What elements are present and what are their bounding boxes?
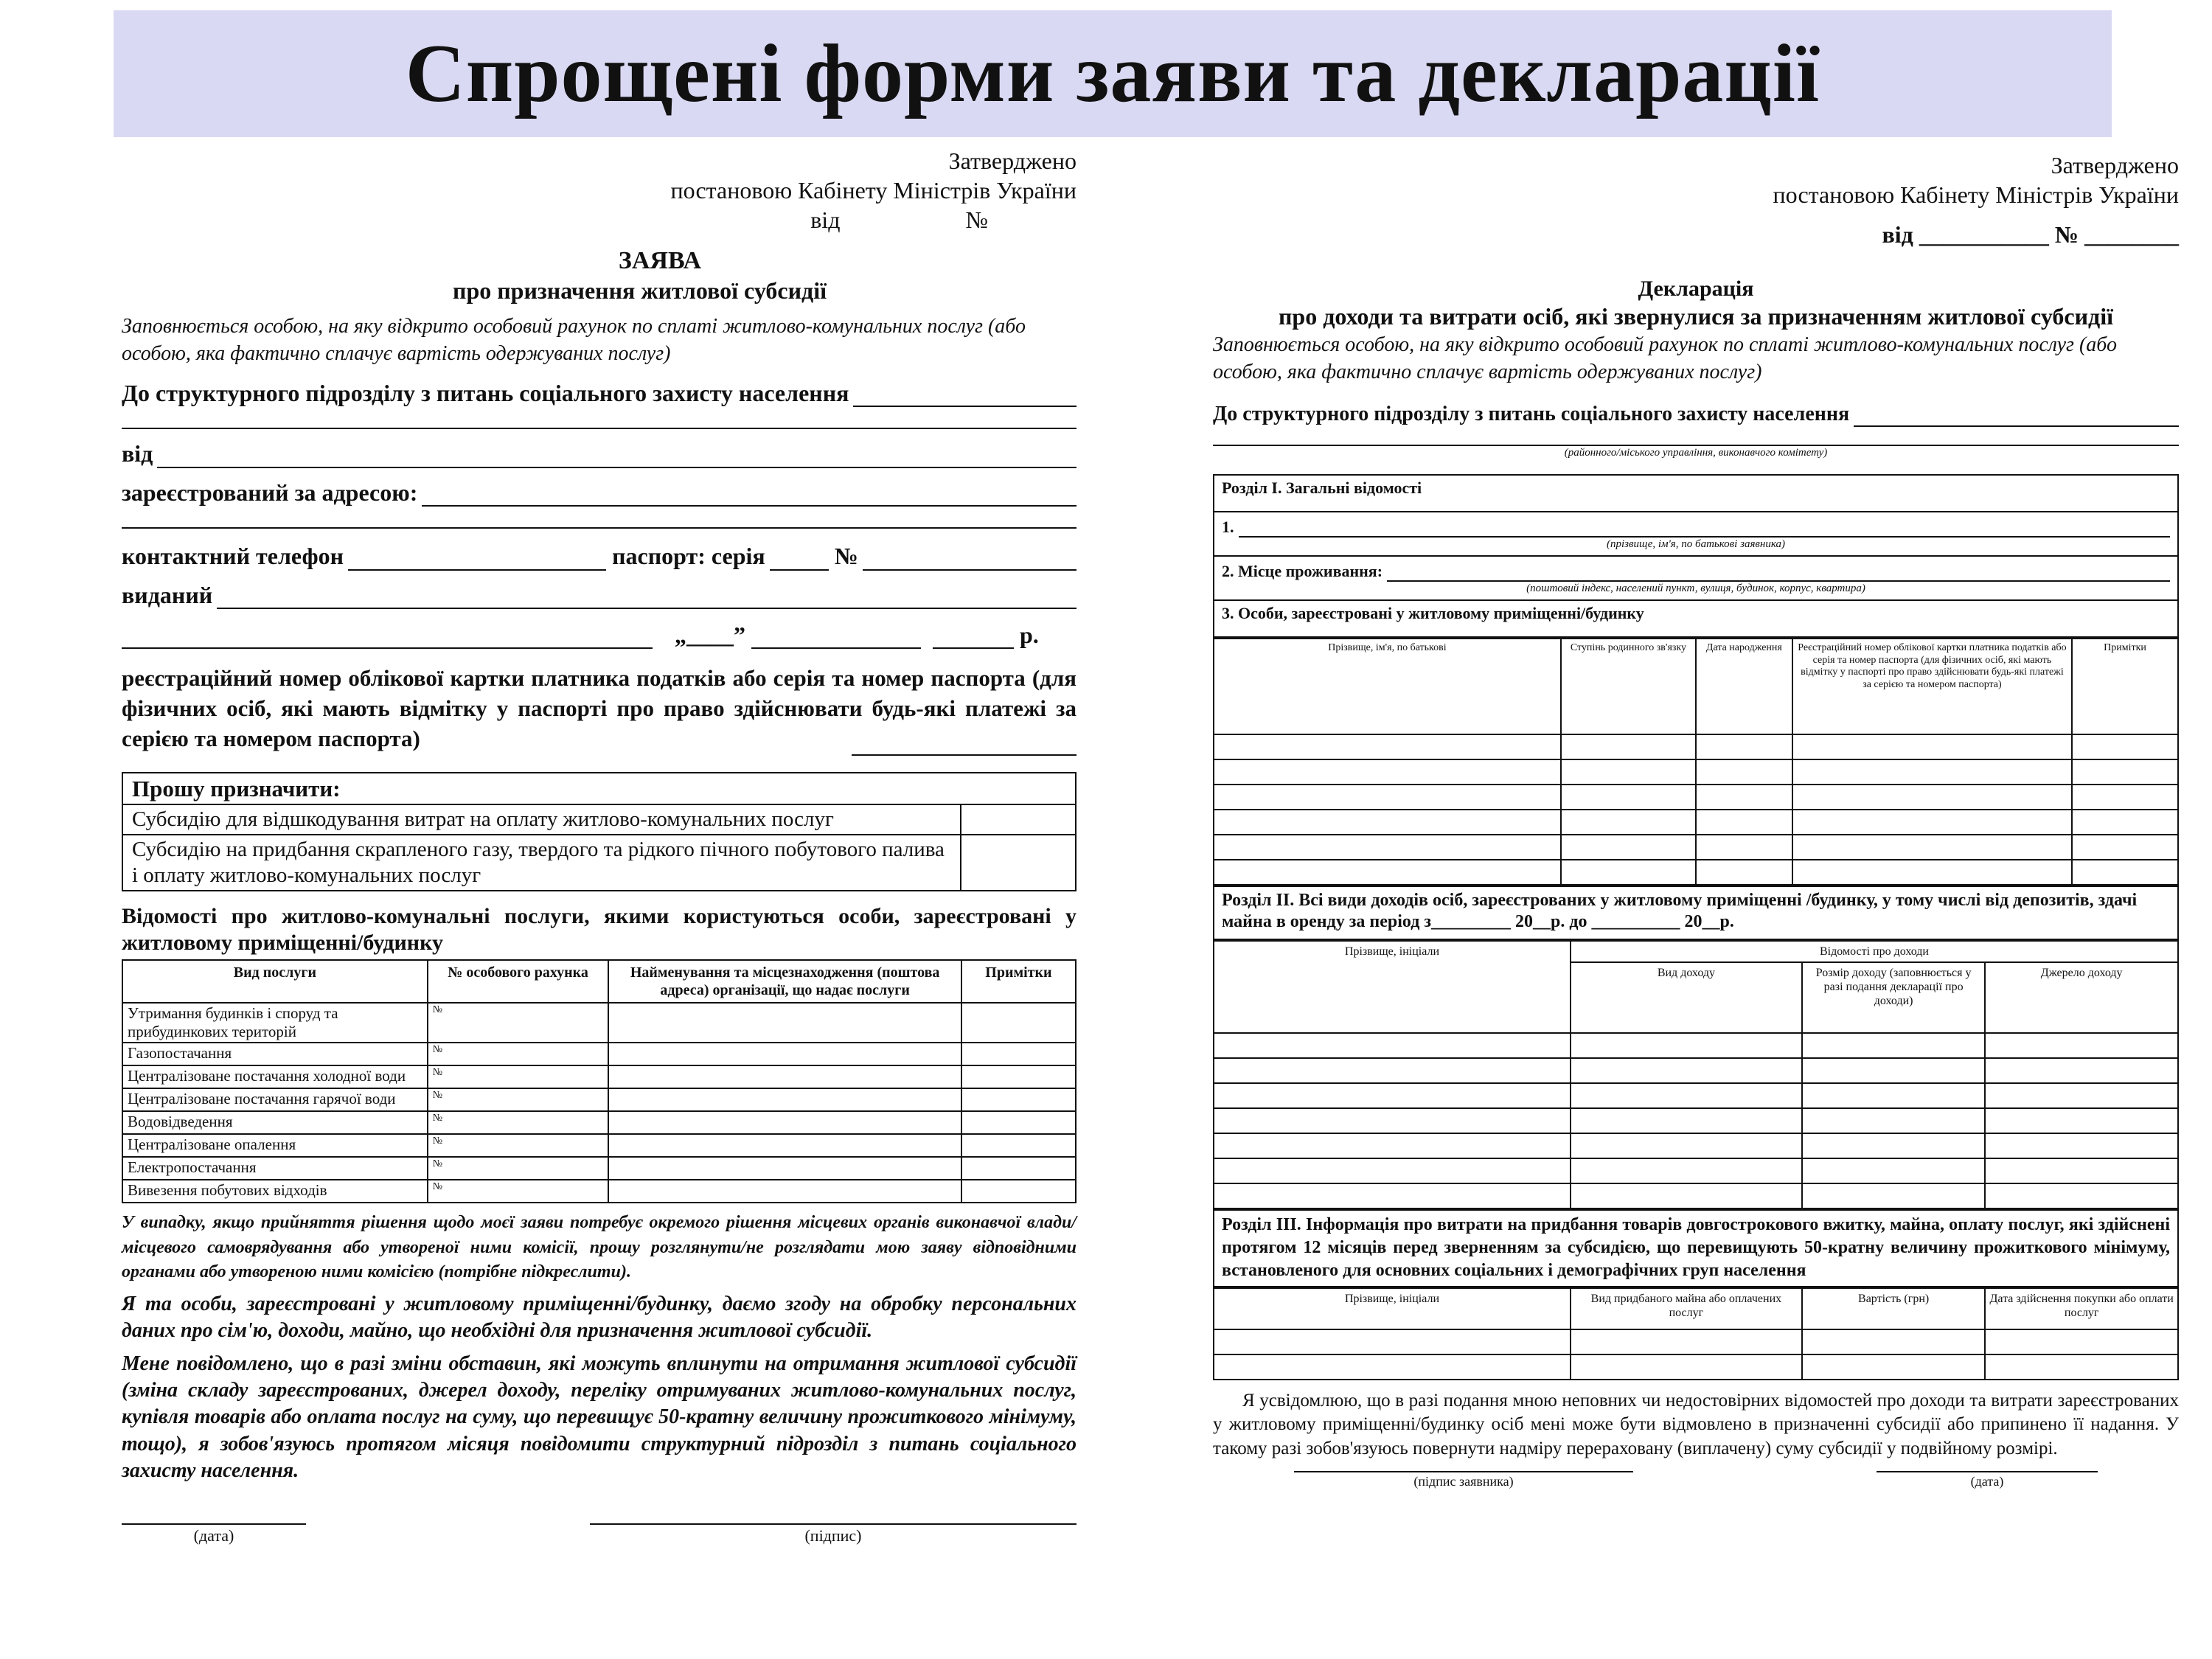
persons-col-header: Ступінь родинного зв'язку [1561,639,1696,734]
decision-paragraph: У випадку, якщо прийняття рішення щодо моєї заяви потребує окремого рішення місцевих органів виконавчої влади/місцевого самоврядування або утвореної ними комісії, прошу розглянути/не розглядати мою заяву відповідними органами або утвореною ними комісією (потрібне підкреслити). [122,1212,1077,1282]
from-label: від [122,440,153,467]
item-2-field[interactable] [1387,560,2170,582]
services-col-header: № особового рахунка [428,960,609,1003]
issued-by-field[interactable] [122,627,653,649]
expense-col-header: Прізвище, ініціали [1214,1288,1571,1329]
services-heading: Відомості про житлово-комунальні послуги, якими користуються особи, зареєстровані у житловому приміщенні/будинку [122,903,1077,955]
account-field[interactable]: № [428,1180,609,1203]
approval-date-number [122,205,1077,234]
to-unit-field[interactable] [853,385,1077,407]
account-field[interactable]: № [428,1043,609,1065]
approved-by-label: постановою Кабінету Міністрів України [670,177,1077,204]
item-1-row [1214,512,2178,556]
slide-title-banner [114,10,2112,137]
date-caption: (дата) [1970,1474,2004,1489]
closing-paragraph: Я усвідомлюю, що в разі подання мною неповних чи недостовірних відомостей про доходи та витрати зареєстрованих у житловому приміщенні/будинку осіб мені може бути відмовлено в призначенні субсидії або припинено її надання. У такому разі зобов'язуюсь повернути надміру перераховану (виплачену) суму субсидії у подвійному розмірі. [1213,1390,2179,1458]
service-name: Централізоване опалення [122,1134,428,1157]
tax-id-field[interactable] [852,753,1077,756]
phone-field[interactable] [348,549,606,571]
persons-col-header: Дата народження [1696,639,1792,734]
notes-field[interactable] [961,1134,1076,1157]
passport-series-field[interactable] [770,549,829,571]
services-row [122,1157,1076,1180]
income-table [1213,940,2179,1209]
account-field[interactable]: № [428,1157,609,1180]
sign-line[interactable] [590,1523,1077,1525]
services-col-header: Вид послуги [122,960,428,1003]
item-2-note: (поштовий індекс, населений пункт, вулиця, будинок, корпус, квартира) [1526,582,1865,594]
item-2-label: 2. Місце проживання: [1222,562,1383,581]
approval-block [122,146,1077,234]
month-field[interactable] [751,627,921,649]
income-col-header: Відомості про доходи [1571,941,2178,962]
services-col-header: Найменування та місцезнаходження (поштова адреса) організації, що надає послуги [608,960,961,1003]
request-header: Прошу призначити: [122,773,1076,804]
approval-date-number: від ___________ № ________ [1882,221,2179,248]
account-field[interactable]: № [428,1111,609,1134]
issued-label: виданий [122,581,213,608]
section-1-table [1213,474,2179,638]
slide-title: Спрощені форми заяви та декларації [405,27,1820,119]
to-unit-label: До структурного підрозділу з питань соціального захисту населення [1213,403,1850,426]
services-row [122,1003,1076,1043]
approved-by-label: постановою Кабінету Міністрів України [1773,181,2179,208]
services-row [122,1088,1076,1111]
issued-date-row [122,621,1077,649]
notes-field[interactable] [961,1065,1076,1088]
item-1-label: 1. [1222,518,1234,537]
notes-field[interactable] [961,1180,1076,1203]
phone-row [122,542,1077,570]
request-option[interactable] [122,804,1076,835]
item-1-note: (прізвище, ім'я, по батькові заявника) [1606,538,1786,550]
service-name: Водовідведення [122,1111,428,1134]
issued-field[interactable] [217,587,1077,609]
unit-note: (районного/міського управління, виконавчого комітету) [1564,446,1828,459]
income-col-header: Розмір доходу (заповнюється у разі подання декларації про доходи) [1802,962,1986,1033]
provider-field[interactable] [608,1180,961,1203]
item-2-row [1214,556,2178,600]
date-caption: (дата) [193,1526,234,1545]
sign-line[interactable] [1294,1471,1633,1472]
provider-field[interactable] [608,1065,961,1088]
from-row [122,439,1077,467]
services-row [122,1111,1076,1134]
person-row[interactable] [1214,810,2178,835]
income-row[interactable] [1214,1158,2178,1183]
passport-number-label: № [834,543,858,570]
form-subtitle: про доходи та витрати осіб, які звернулися за призначенням житлової субсидії [1278,303,2113,330]
passport-number-field[interactable] [863,549,1077,571]
phone-label: контактний телефон [122,543,344,570]
section-3-header: Розділ ІІІ. Інформація про витрати на придбання товарів довгострокового вжитку, майна, оплату послуг, які здійснені протягом 12 місяців перед зверненням за субсидією, що перевищують 50-кратну величину прожиткового мінімуму, встановленого для основних соціальних і демографічних груп населення [1214,1210,2178,1287]
person-row[interactable] [1214,759,2178,785]
to-unit-field-2[interactable] [122,426,1077,429]
issued-row [122,581,1077,609]
person-row[interactable] [1214,835,2178,860]
signature-row [1213,1471,2179,1490]
service-name: Централізоване постачання холодної води [122,1065,428,1088]
address-field[interactable] [422,484,1077,507]
form-title: Декларація [1638,276,1754,301]
income-row[interactable] [1214,1183,2178,1208]
services-row [122,1043,1076,1065]
person-row[interactable] [1214,734,2178,759]
account-field[interactable]: № [428,1003,609,1043]
year-field[interactable] [933,627,1014,649]
account-field[interactable]: № [428,1088,609,1111]
fill-note: Заповнюється особою, на яку відкрито особовий рахунок по сплаті житлово-комунальних послуг (або особою, яка фактично сплачує вартість одержуваних послуг) [122,315,1026,365]
services-table [122,959,1077,1203]
income-col-header: Вид доходу [1571,962,1802,1033]
service-name: Газопостачання [122,1043,428,1065]
request-option[interactable] [122,835,1076,891]
request-table [122,772,1077,891]
expense-col-header: Вид придбаного майна або оплачених послуг [1571,1288,1802,1329]
request-option-label: Субсидію на придбання скрапленого газу, твердого та рідкого пічного побутового палива і оплату житлово-комунальних послуг [122,835,961,891]
to-unit-label: До структурного підрозділу з питань соціального захисту населення [122,379,849,406]
section-2-header: Розділ ІІ. Всі види доходів осіб, зареєстрованих у житловому приміщенні /будинку, у тому числі від депозитів, здачі майна в оренду за період з_________ 20__р. до __________ 20__р. [1214,886,2178,939]
income-row[interactable] [1214,1133,2178,1158]
date-line[interactable] [122,1523,306,1525]
person-row[interactable] [1214,785,2178,810]
provider-field[interactable] [608,1111,961,1134]
provider-field[interactable] [608,1134,961,1157]
services-row [122,1065,1076,1088]
approval-from: від [810,206,841,233]
sign-signature [590,1523,1077,1545]
provider-field[interactable] [608,1003,961,1043]
notes-field[interactable] [961,1157,1076,1180]
provider-field[interactable] [608,1088,961,1111]
service-name: Централізоване постачання гарячої води [122,1088,428,1111]
account-field[interactable]: № [428,1134,609,1157]
provider-field[interactable] [608,1157,961,1180]
approved-label: Затверджено [948,147,1077,174]
request-option-checkbox[interactable] [961,804,1076,835]
services-row [122,1134,1076,1157]
date-signature [122,1523,306,1545]
tax-id-label: реєстраційний номер облікової картки платника податків або серія та номер паспорта (для фізичних осіб, які мають відмітку у паспорті про право здійснювати будь-які платежі за серією та номером паспорта) [122,665,1077,752]
persons-table [1213,638,2179,886]
from-field[interactable] [157,446,1077,468]
account-field[interactable]: № [428,1065,609,1088]
sign-caption: (підпис заявника) [1413,1474,1514,1489]
to-unit-row [122,379,1077,407]
passport-label: паспорт: серія [612,543,765,570]
item-1-field[interactable] [1239,515,2171,538]
item-3-label: 3. Особи, зареєстровані у житловому приміщенні/будинку [1214,600,2178,637]
service-name: Утримання будинків і споруд та прибудинкових територій [122,1003,428,1043]
income-row[interactable] [1214,1058,2178,1083]
services-col-header: Примітки [961,960,1076,1003]
notes-field[interactable] [961,1003,1076,1043]
income-row[interactable] [1214,1108,2178,1133]
notice-paragraph: Мене повідомлено, що в разі зміни обставин, які можуть вплинути на отримання житлової субсидії (зміна складу зареєстрованих, джерел доходу, переліку отримуваних житлово-комунальних послуг, купівля товарів або оплата послуг на суму, що перевищує 50-кратну величину прожиткового мінімуму, тощо), я зобов'язуюсь протягом місяця повідомити структурний підрозділ з питань соціального захисту населення. [122,1352,1077,1483]
sign-signature [1294,1471,1633,1490]
approved-label: Затверджено [2051,152,2179,178]
fill-note: Заповнюється особою, на яку відкрито особовий рахунок по сплаті житлово-комунальних послуг (або особою, яка фактично сплачує вартість одержуваних послуг) [1213,333,2117,383]
consent-paragraph: Я та особи, зареєстровані у житловому приміщенні/будинку, даємо згоду на обробку персональних даних про сім'ю, доходи, майно, що необхідні для призначення житлової субсидії. [122,1292,1077,1343]
persons-col-header: Прізвище, ім'я, по батькові [1214,639,1561,734]
signature-row [122,1523,1077,1545]
request-option-label: Субсидію для відшкодування витрат на оплату житлово-комунальних послуг [122,804,961,835]
expense-table [1213,1287,2179,1380]
application-form [122,146,1077,1545]
provider-field[interactable] [608,1043,961,1065]
approval-block [1213,150,2179,249]
expense-row[interactable] [1214,1329,2178,1354]
persons-col-header: Примітки [2072,639,2178,734]
address-label: зареєстрований за адресою: [122,479,418,506]
request-option-checkbox[interactable] [961,835,1076,891]
expense-col-header: Вартість (грн) [1802,1288,1986,1329]
notes-field[interactable] [961,1088,1076,1111]
year-suffix: р. [1020,621,1039,648]
day-field[interactable]: „____” [675,621,745,648]
approval-number: № [965,206,988,233]
form-title: ЗАЯВА [618,247,702,274]
income-col-header: Джерело доходу [1985,962,2178,1033]
expense-row[interactable] [1214,1354,2178,1380]
notes-field[interactable] [961,1043,1076,1065]
date-line[interactable] [1877,1471,2098,1472]
income-row[interactable] [1214,1033,2178,1058]
services-row [122,1180,1076,1203]
sign-caption: (підпис) [804,1526,862,1545]
service-name: Вивезення побутових відходів [122,1180,428,1203]
income-row[interactable] [1214,1083,2178,1108]
to-unit-field[interactable] [1854,405,2179,427]
address-row [122,479,1077,507]
form-subtitle: про призначення житлової субсидії [453,276,827,304]
section-2-table [1213,886,2179,940]
address-field-2[interactable] [122,526,1077,529]
section-3-table [1213,1209,2179,1287]
section-1-header: Розділ І. Загальні відомості [1214,475,2178,512]
declaration-form [1213,150,2179,1490]
expense-col-header: Дата здійснення покупки або оплати послуг [1985,1288,2178,1329]
service-name: Електропостачання [122,1157,428,1180]
date-signature [1877,1471,2098,1490]
income-col-header: Прізвище, ініціали [1214,941,1571,1033]
person-row[interactable] [1214,860,2178,885]
notes-field[interactable] [961,1111,1076,1134]
persons-col-header: Реєстраційний номер облікової картки платника податків або серія та номер паспорта (для фізичних осіб, які мають відмітку у паспорті про право здійснювати будь-які платежі за серією та номером паспорта) [1792,639,2072,734]
to-unit-row [1213,402,2179,427]
